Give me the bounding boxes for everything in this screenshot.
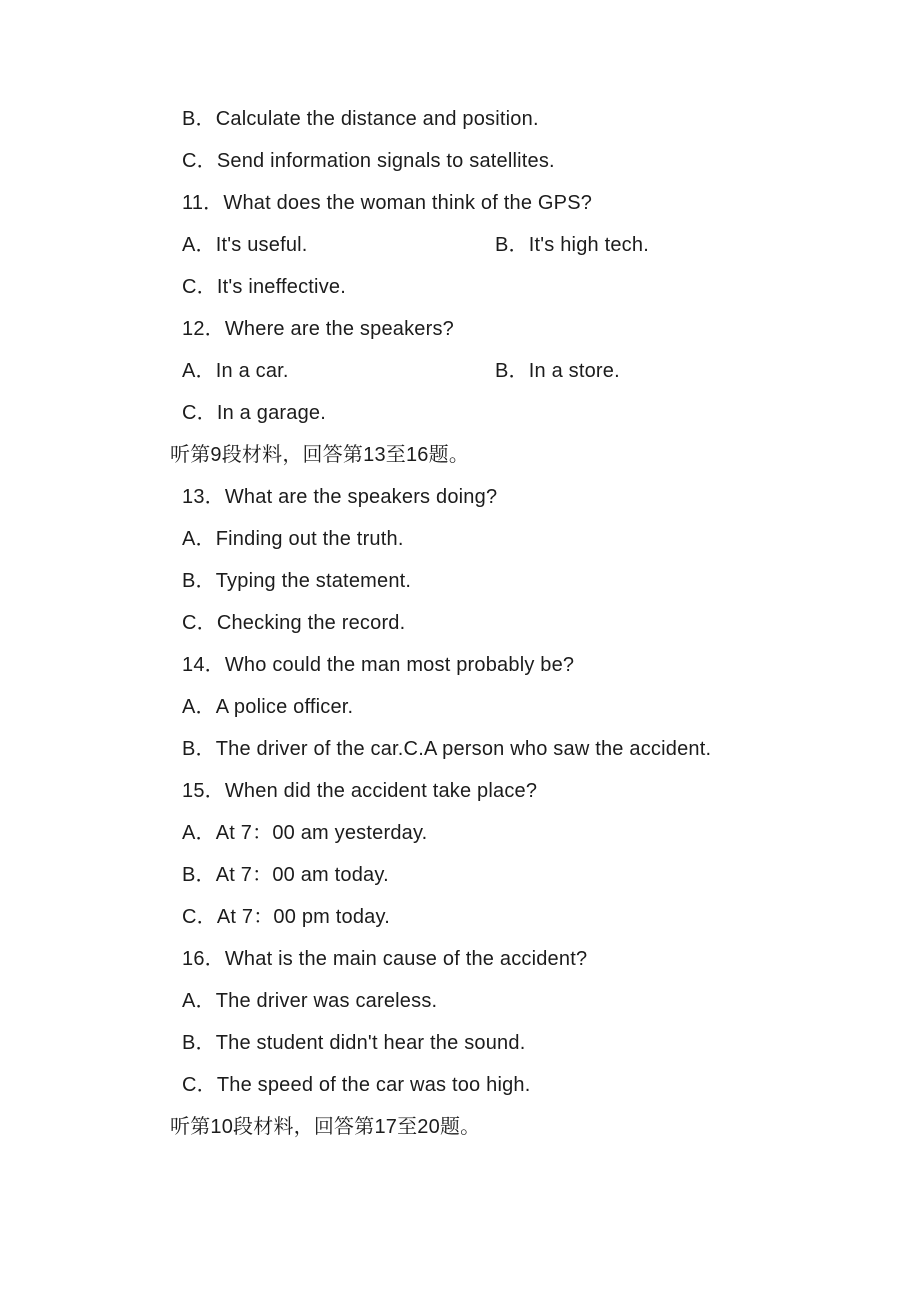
option-line: A．A police officer.: [182, 696, 354, 718]
option-line: C．Checking the record.: [182, 612, 406, 634]
section-header: 听第9段材料，回答第13至16题。: [170, 444, 470, 466]
question-line: 13．What are the speakers doing?: [182, 486, 498, 508]
question-line: 11．What does the woman think of the GPS?: [182, 192, 593, 214]
option-line: A．At 7：00 am yesterday.: [182, 822, 428, 844]
option-pair-line: [0, 224, 920, 266]
option-line: C．Send information signals to satellites.: [182, 150, 555, 172]
option-left: A．In a car.: [182, 360, 289, 382]
question-line: 12．Where are the speakers?: [182, 318, 455, 340]
option-line: B．The driver of the car.C.A person who saw the accident.: [182, 738, 712, 760]
question-line: 15．When did the accident take place?: [182, 780, 538, 802]
question-line: 14．Who could the man most probably be?: [182, 654, 575, 676]
option-line: C．It's ineffective.: [182, 276, 346, 298]
option-line: B．Calculate the distance and position.: [182, 108, 539, 130]
question-line: 16．What is the main cause of the accident?: [182, 948, 588, 970]
option-line: B．Typing the statement.: [182, 570, 412, 592]
option-line: A．The driver was careless.: [182, 990, 438, 1012]
option-line: B．The student didn't hear the sound.: [182, 1032, 526, 1054]
text-lines-container: [0, 98, 920, 1148]
option-right: B．In a store.: [495, 360, 620, 382]
option-line: C．The speed of the car was too high.: [182, 1074, 531, 1096]
option-left: A．It's useful.: [182, 234, 308, 256]
section-header: 听第10段材料，回答第17至20题。: [170, 1116, 481, 1138]
option-line: C．At 7：00 pm today.: [182, 906, 390, 928]
option-pair-line: [0, 350, 920, 392]
option-right: B．It's high tech.: [495, 234, 649, 256]
option-line: A．Finding out the truth.: [182, 528, 404, 550]
option-line: B．At 7：00 am today.: [182, 864, 389, 886]
option-line: C．In a garage.: [182, 402, 326, 424]
